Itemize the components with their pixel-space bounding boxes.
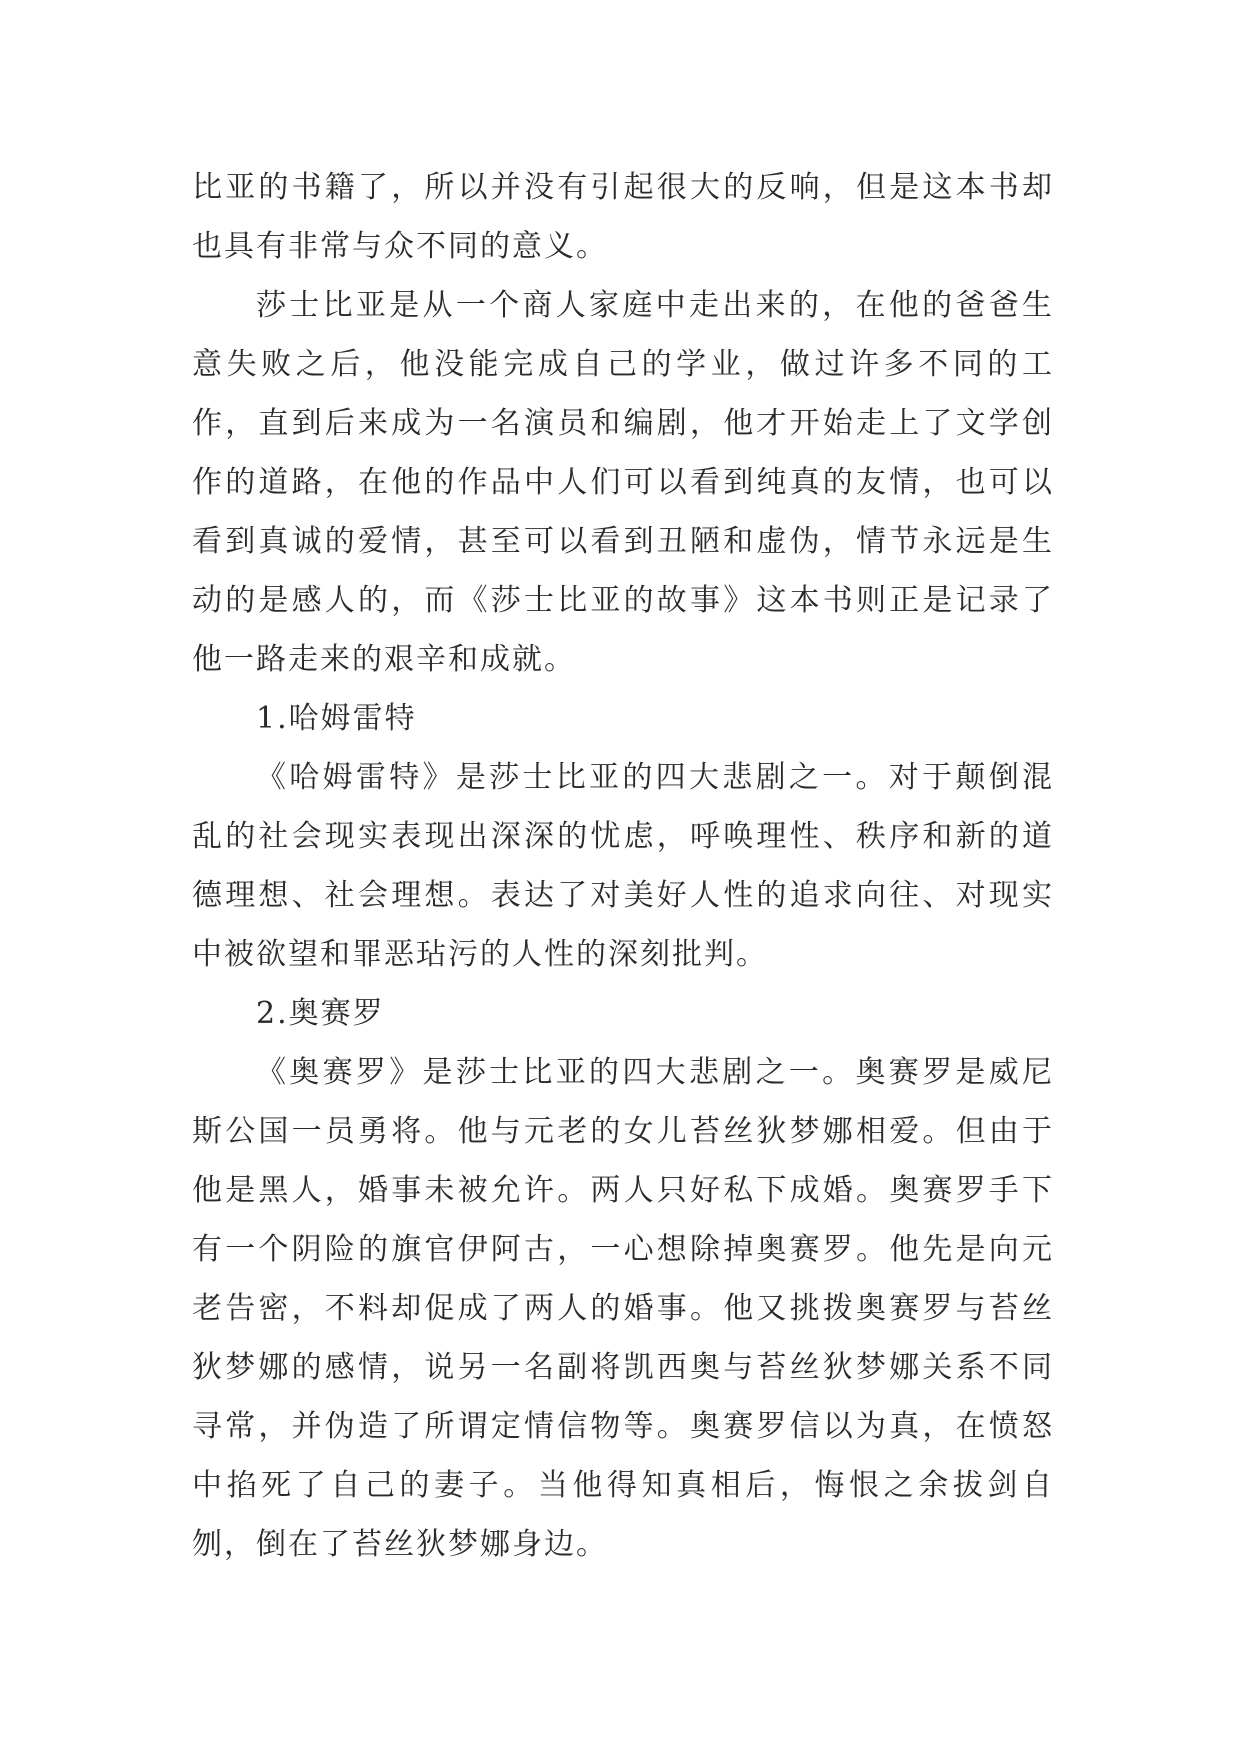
- paragraph-shakespeare-background: 莎士比亚是从一个商人家庭中走出来的，在他的爸爸生意失败之后，他没能完成自己的学业，做过许多不同的工作，直到后来成为一名演员和编剧，他才开始走上了文学创作的道路，在他的作品中人们可以看到纯真的友情，也可以看到真诚的爱情，甚至可以看到丑陋和虚伪，情节永远是生动的是感人的，而《莎士比亚的故事》这本书则正是记录了他一路走来的艰辛和成就。: [192, 288, 1054, 677]
- paragraph-othello: 《奥赛罗》是莎士比亚的四大悲剧之一。奥赛罗是威尼斯公国一员勇将。他与元老的女儿苔丝狄梦娜相爱。但由于他是黑人，婚事未被允许。两人只好私下成婚。奥赛罗手下有一个阴险的旗官伊阿古，一心想除掉奥赛罗。他先是向元老告密，不料却促成了两人的婚事。他又挑拨奥赛罗与苔丝狄梦娜的感情，说另一名副将凯西奥与苔丝狄梦娜关系不同寻常，并伪造了所谓定情信物等。奥赛罗信以为真，在愤怒中掐死了自己的妻子。当他得知真相后，悔恨之余拔剑自刎，倒在了苔丝狄梦娜身边。: [192, 1055, 1054, 1562]
- section-heading-othello: 2.奥赛罗: [256, 996, 385, 1031]
- paragraph-hamlet: 《哈姆雷特》是莎士比亚的四大悲剧之一。对于颠倒混乱的社会现实表现出深深的忧虑，呼唤理性、秩序和新的道德理想、社会理想。表达了对美好人性的追求向往、对现实中被欲望和罪恶玷污的人性的深刻批判。: [192, 760, 1054, 972]
- document-body: [192, 158, 1054, 1574]
- section-heading-hamlet: 1.哈姆雷特: [256, 701, 417, 736]
- paragraph-continued: 比亚的书籍了，所以并没有引起很大的反响，但是这本书却也具有非常与众不同的意义。: [192, 170, 1054, 264]
